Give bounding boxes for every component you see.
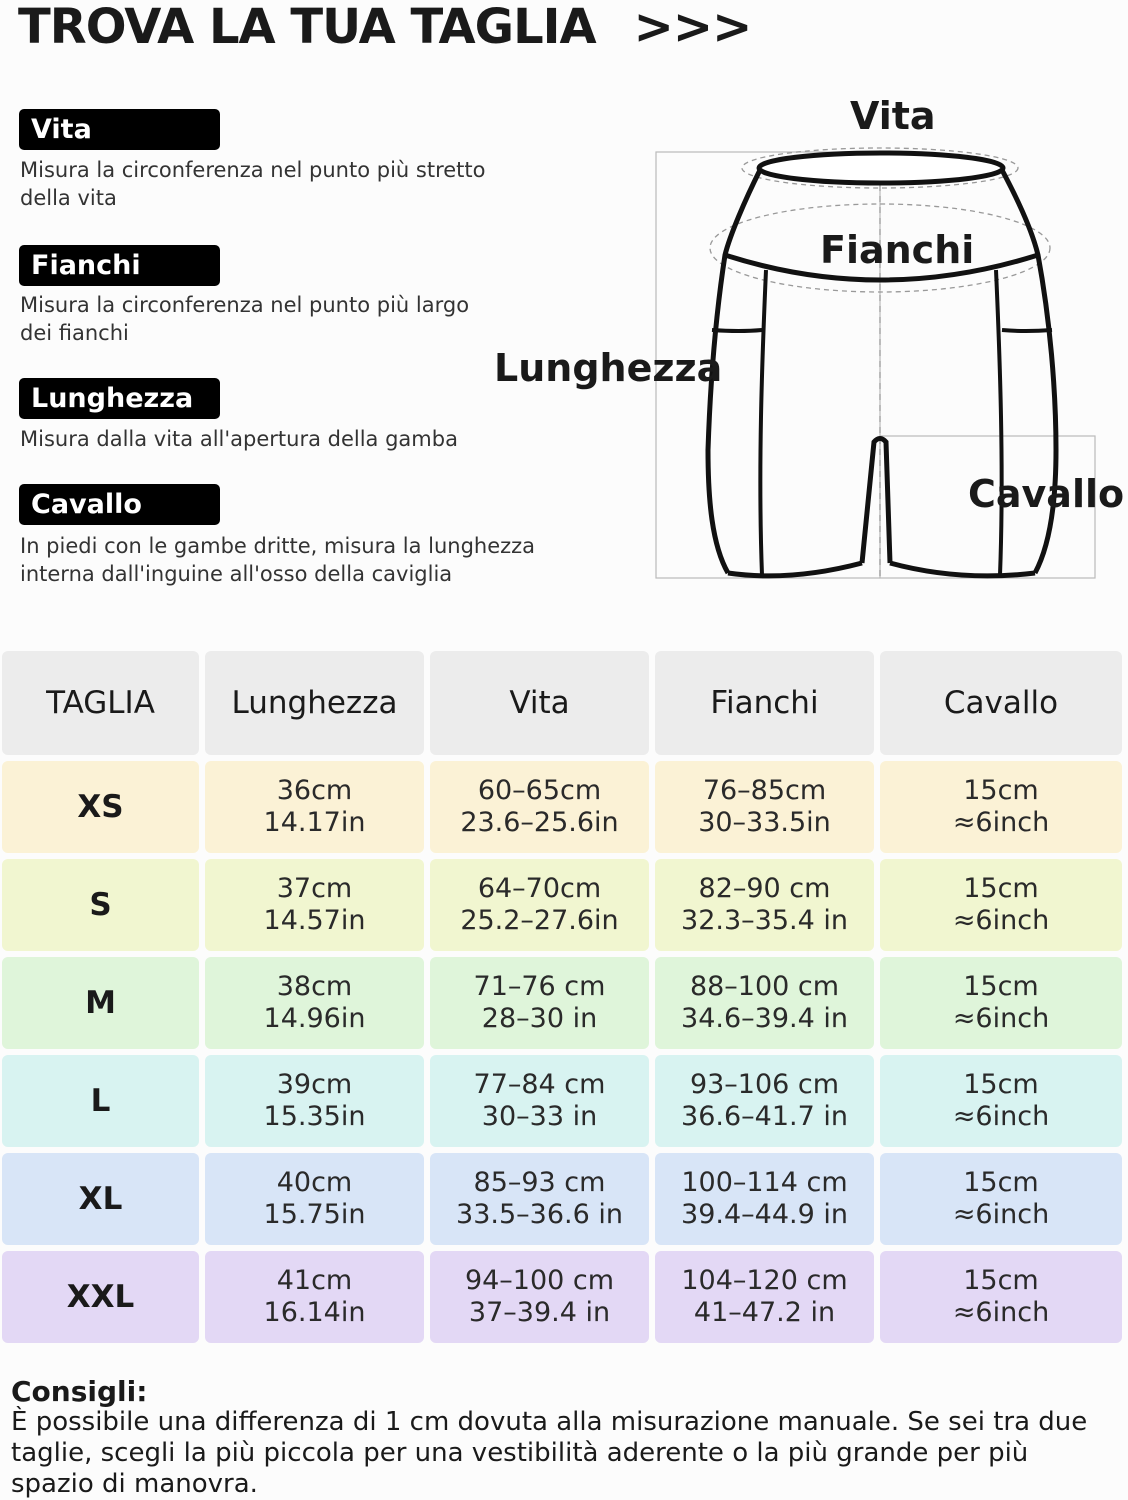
- measure-cell: [655, 761, 874, 853]
- measure-value: 36.6–41.7 in: [681, 1101, 848, 1132]
- measure-tag-fianchi: Fianchi: [19, 245, 220, 286]
- measure-value: 85–93 cm: [473, 1167, 606, 1198]
- desc-line: Misura la circonferenza nel punto più largo: [20, 293, 470, 317]
- measure-value: 37–39.4 in: [468, 1297, 611, 1328]
- measure-value: 104–120 cm: [681, 1265, 848, 1296]
- measure-value: 77–84 cm: [473, 1069, 606, 1100]
- measure-cell: [430, 859, 649, 951]
- measure-cell: [205, 957, 424, 1049]
- measure-value: 39.4–44.9 in: [681, 1199, 848, 1230]
- measure-value: 15cm: [963, 971, 1039, 1002]
- desc-line: della vita: [20, 186, 117, 210]
- measure-value: 36cm: [276, 775, 353, 806]
- header-lunghezza: Lunghezza: [205, 651, 424, 755]
- size-cell: M: [2, 957, 199, 1049]
- measure-cell: [880, 859, 1122, 951]
- header-vita: Vita: [430, 651, 649, 755]
- measure-cell: [205, 761, 424, 853]
- table-row: [2, 1153, 1122, 1245]
- header-fianchi: Fianchi: [655, 651, 874, 755]
- measure-value: ≈6inch: [952, 1199, 1050, 1230]
- measure-value: ≈6inch: [952, 1003, 1050, 1034]
- measure-value: 60–65cm: [477, 775, 602, 806]
- measure-value: ≈6inch: [952, 905, 1050, 936]
- table-row: [2, 957, 1122, 1049]
- desc-line: interna dall'inguine all'osso della caviglia: [20, 562, 453, 586]
- size-cell: XL: [2, 1153, 199, 1245]
- measure-value: 14.57in: [263, 905, 366, 936]
- size-cell: S: [2, 859, 199, 951]
- desc-line: dei fianchi: [20, 321, 129, 345]
- measure-value: 15.75in: [263, 1199, 366, 1230]
- size-cell: XS: [2, 761, 199, 853]
- measure-value: 88–100 cm: [689, 971, 840, 1002]
- measure-cell: [430, 1251, 649, 1343]
- measure-value: 15cm: [963, 775, 1039, 806]
- measure-value: ≈6inch: [952, 1101, 1050, 1132]
- measure-cell: [655, 1153, 874, 1245]
- measure-value: 23.6–25.6in: [460, 807, 619, 838]
- measure-value: 15cm: [963, 1265, 1039, 1296]
- measure-value: 33.5–36.6 in: [456, 1199, 623, 1230]
- size-cell: L: [2, 1055, 199, 1147]
- measure-cell: [205, 859, 424, 951]
- measure-value: 82–90 cm: [698, 873, 831, 904]
- measure-value: 76–85cm: [702, 775, 827, 806]
- measure-value: 94–100 cm: [464, 1265, 615, 1296]
- desc-line: Misura la circonferenza nel punto più stretto: [20, 158, 486, 182]
- desc-line: In piedi con le gambe dritte, misura la lunghezza: [20, 534, 536, 558]
- measure-cell: [205, 1153, 424, 1245]
- size-table: [0, 645, 1128, 1349]
- measure-cell: [655, 957, 874, 1049]
- header-taglia: TAGLIA: [2, 651, 199, 755]
- diagram-label-vita: Vita: [850, 94, 936, 138]
- measure-value: 32.3–35.4 in: [681, 905, 848, 936]
- measure-value: ≈6inch: [952, 1297, 1050, 1328]
- measure-value: 38cm: [276, 971, 353, 1002]
- measure-value: 15cm: [963, 873, 1039, 904]
- measure-value: 41–47.2 in: [693, 1297, 836, 1328]
- measure-cell: [880, 957, 1122, 1049]
- measure-value: 14.96in: [263, 1003, 366, 1034]
- tips-heading: Consigli:: [11, 1375, 148, 1408]
- measure-value: 15cm: [963, 1167, 1039, 1198]
- measure-value: 30–33 in: [481, 1101, 598, 1132]
- measure-cell: [880, 1153, 1122, 1245]
- table-row: [2, 1251, 1122, 1343]
- measure-cell: [880, 1251, 1122, 1343]
- measure-value: 30–33.5in: [698, 807, 831, 838]
- measure-value: 25.2–27.6in: [460, 905, 619, 936]
- measure-tag-vita: Vita: [19, 109, 220, 150]
- measure-cell: [880, 1055, 1122, 1147]
- measure-cell: [430, 761, 649, 853]
- diagram-label-cavallo: Cavallo: [968, 472, 1125, 516]
- measure-cell: [655, 1251, 874, 1343]
- shorts-diagram: [490, 90, 1125, 590]
- measure-cell: [205, 1055, 424, 1147]
- measure-value: 15.35in: [263, 1101, 366, 1132]
- table-header-row: [2, 651, 1122, 755]
- table-row: [2, 1055, 1122, 1147]
- desc-line: Misura dalla vita all'apertura della gamba: [20, 427, 458, 451]
- measure-value: 28–30 in: [481, 1003, 598, 1034]
- title-arrows: >>>: [633, 0, 752, 55]
- measure-value: 41cm: [276, 1265, 353, 1296]
- measure-cell: [430, 957, 649, 1049]
- measure-value: 15cm: [963, 1069, 1039, 1100]
- measure-cell: [655, 859, 874, 951]
- page-title: [18, 0, 751, 54]
- table-row: [2, 859, 1122, 951]
- measure-value: 40cm: [276, 1167, 353, 1198]
- measure-cell: [430, 1153, 649, 1245]
- measure-cell: [655, 1055, 874, 1147]
- tips-section: [11, 1376, 1119, 1500]
- measure-value: 64–70cm: [477, 873, 602, 904]
- measure-cell: [430, 1055, 649, 1147]
- measure-value: ≈6inch: [952, 807, 1050, 838]
- measure-cell: [205, 1251, 424, 1343]
- measure-cell: [880, 761, 1122, 853]
- diagram-label-lunghezza: Lunghezza: [494, 346, 723, 390]
- measure-value: 16.14in: [263, 1297, 366, 1328]
- title-text: TROVA LA TUA TAGLIA: [18, 0, 596, 55]
- measure-tag-lunghezza: Lunghezza: [19, 378, 220, 419]
- measure-tag-cavallo: Cavallo: [19, 484, 220, 525]
- measure-value: 93–106 cm: [689, 1069, 840, 1100]
- measure-value: 39cm: [276, 1069, 353, 1100]
- tips-text: È possibile una differenza di 1 cm dovuta alla misurazione manuale. Se sei tra due taglie, scegli la più piccola per una vestibilità aderente o la più grande per più spazio di manovra.: [11, 1407, 1088, 1499]
- header-cavallo: Cavallo: [880, 651, 1122, 755]
- measure-value: 34.6–39.4 in: [681, 1003, 848, 1034]
- measure-value: 14.17in: [263, 807, 366, 838]
- measure-value: 100–114 cm: [681, 1167, 848, 1198]
- table-row: [2, 761, 1122, 853]
- size-cell: XXL: [2, 1251, 199, 1343]
- measure-value: 37cm: [276, 873, 353, 904]
- measure-value: 71–76 cm: [473, 971, 606, 1002]
- diagram-label-fianchi: Fianchi: [820, 228, 975, 272]
